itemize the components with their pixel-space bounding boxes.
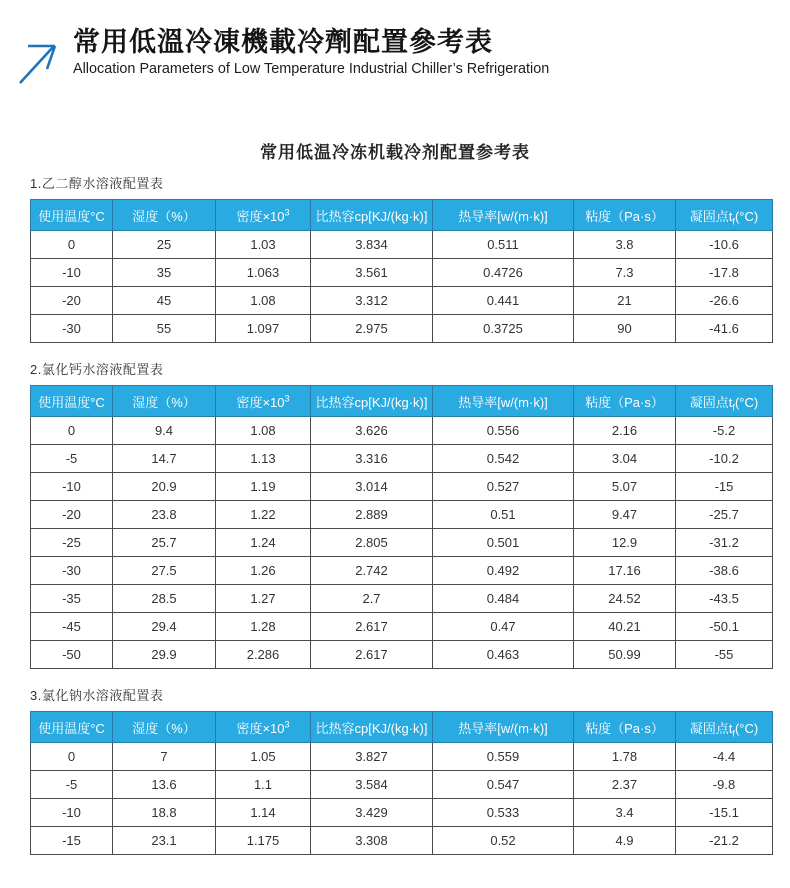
table-cell: 1.14: [216, 799, 311, 827]
table-cell: 0.4726: [433, 259, 574, 287]
table-row: [31, 231, 773, 259]
table-row: [31, 315, 773, 343]
table-cell: 2.37: [574, 771, 676, 799]
table-cell: 1.063: [216, 259, 311, 287]
table-cell: -31.2: [676, 529, 773, 557]
table-cell: 1.097: [216, 315, 311, 343]
table-row: [31, 613, 773, 641]
column-header: 湿度（%）: [113, 200, 216, 231]
table-cell: 3.8: [574, 231, 676, 259]
table-row: [31, 417, 773, 445]
table-cell: 12.9: [574, 529, 676, 557]
table-cell: -5.2: [676, 417, 773, 445]
parameter-table: [30, 199, 773, 343]
column-header: 热导率[w/(m·k)]: [433, 712, 574, 743]
table-cell: 20.9: [113, 473, 216, 501]
table-cell: 0.556: [433, 417, 574, 445]
table-cell: 2.805: [311, 529, 433, 557]
table-cell: 0.47: [433, 613, 574, 641]
table-row: [31, 557, 773, 585]
table-cell: -55: [676, 641, 773, 669]
table-cell: -21.2: [676, 827, 773, 855]
table-cell: 25.7: [113, 529, 216, 557]
table-cell: -5: [31, 445, 113, 473]
table-cell: -50: [31, 641, 113, 669]
table-cell: 17.16: [574, 557, 676, 585]
table-cell: 0.547: [433, 771, 574, 799]
table-cell: 3.04: [574, 445, 676, 473]
table-cell: -10: [31, 799, 113, 827]
table-cell: 0.559: [433, 743, 574, 771]
table-cell: 45: [113, 287, 216, 315]
table-row: [31, 473, 773, 501]
header-row: [31, 386, 773, 417]
table-cell: 1.28: [216, 613, 311, 641]
table-cell: 3.308: [311, 827, 433, 855]
table-cell: 13.6: [113, 771, 216, 799]
table-cell: 2.617: [311, 613, 433, 641]
brand-text-block: [73, 26, 569, 77]
table-cell: 29.9: [113, 641, 216, 669]
table-row: [31, 259, 773, 287]
table-cell: -10: [31, 259, 113, 287]
table-cell: 1.19: [216, 473, 311, 501]
table-cell: 18.8: [113, 799, 216, 827]
column-header: 比热容cp[KJ/(kg·k)]: [311, 200, 433, 231]
table-cell: 28.5: [113, 585, 216, 613]
table-row: [31, 827, 773, 855]
table-cell: 0.492: [433, 557, 574, 585]
table-cell: 0: [31, 743, 113, 771]
table-cell: 3.4: [574, 799, 676, 827]
table-row: [31, 771, 773, 799]
section-label: 1.乙二醇水溶液配置表: [30, 176, 164, 191]
table-row: [31, 501, 773, 529]
column-header: 粘度（Pa·s）: [574, 712, 676, 743]
table-cell: 0.3725: [433, 315, 574, 343]
table-cell: 50.99: [574, 641, 676, 669]
table-cell: 23.1: [113, 827, 216, 855]
table-cell: -35: [31, 585, 113, 613]
table-cell: 2.617: [311, 641, 433, 669]
table-row: [31, 445, 773, 473]
table-cell: -5: [31, 771, 113, 799]
section-label: 3.氯化钠水溶液配置表: [30, 688, 164, 703]
column-header: 比热容cp[KJ/(kg·k)]: [311, 712, 433, 743]
table-cell: 27.5: [113, 557, 216, 585]
table-cell: 1.24: [216, 529, 311, 557]
column-header: 粘度（Pa·s）: [574, 200, 676, 231]
table-cell: -15.1: [676, 799, 773, 827]
table-cell: 1.03: [216, 231, 311, 259]
table-cell: 0.52: [433, 827, 574, 855]
table-cell: 0.463: [433, 641, 574, 669]
table-cell: 3.316: [311, 445, 433, 473]
table-cell: 3.827: [311, 743, 433, 771]
table-cell: -10.6: [676, 231, 773, 259]
table-cell: 21: [574, 287, 676, 315]
table-cell: 3.561: [311, 259, 433, 287]
table-cell: -20: [31, 287, 113, 315]
table-cell: 4.9: [574, 827, 676, 855]
table-cell: -50.1: [676, 613, 773, 641]
table-cell: -38.6: [676, 557, 773, 585]
table-cell: 0.527: [433, 473, 574, 501]
table-cell: 2.742: [311, 557, 433, 585]
solution-section: [0, 359, 790, 669]
column-header: 湿度（%）: [113, 712, 216, 743]
table-cell: 24.52: [574, 585, 676, 613]
column-header: 使用温度°C: [31, 712, 113, 743]
table-cell: -25.7: [676, 501, 773, 529]
table-cell: 3.429: [311, 799, 433, 827]
table-cell: 0: [31, 417, 113, 445]
column-header: 热导率[w/(m·k)]: [433, 386, 574, 417]
table-cell: 1.27: [216, 585, 311, 613]
arrow-logo-icon: [15, 34, 63, 86]
table-cell: 14.7: [113, 445, 216, 473]
table-cell: 1.1: [216, 771, 311, 799]
table-row: [31, 799, 773, 827]
section-label: 2.氯化钙水溶液配置表: [30, 362, 164, 377]
column-header: 湿度（%）: [113, 386, 216, 417]
table-cell: 1.78: [574, 743, 676, 771]
table-cell: 3.834: [311, 231, 433, 259]
table-row: [31, 641, 773, 669]
table-cell: 9.4: [113, 417, 216, 445]
table-cell: 2.889: [311, 501, 433, 529]
table-cell: 2.286: [216, 641, 311, 669]
table-row: [31, 585, 773, 613]
table-cell: -4.4: [676, 743, 773, 771]
table-cell: -15: [31, 827, 113, 855]
table-cell: 1.08: [216, 417, 311, 445]
table-cell: -41.6: [676, 315, 773, 343]
table-cell: 90: [574, 315, 676, 343]
table-cell: 3.014: [311, 473, 433, 501]
tables-area: [0, 173, 790, 855]
table-cell: 1.26: [216, 557, 311, 585]
table-cell: 9.47: [574, 501, 676, 529]
table-cell: -26.6: [676, 287, 773, 315]
column-header: 使用温度°C: [31, 386, 113, 417]
table-cell: 7.3: [574, 259, 676, 287]
table-cell: 3.626: [311, 417, 433, 445]
table-cell: 25: [113, 231, 216, 259]
column-header: 凝固点$t_f(^\circ C)$: [676, 712, 773, 743]
table-cell: 29.4: [113, 613, 216, 641]
table-cell: 0.542: [433, 445, 574, 473]
solution-section: [0, 173, 790, 343]
table-cell: -30: [31, 557, 113, 585]
table-cell: -9.8: [676, 771, 773, 799]
brand-subtitle: Allocation Parameters of Low Temperature Industrial Chiller’s Refrigeration: [73, 60, 550, 77]
table-cell: 2.975: [311, 315, 433, 343]
table-row: [31, 743, 773, 771]
table-cell: -25: [31, 529, 113, 557]
table-cell: 23.8: [113, 501, 216, 529]
table-cell: 1.13: [216, 445, 311, 473]
column-header: 凝固点$t_f(^\circ C)$: [676, 200, 773, 231]
column-header: 凝固点$t_f(^\circ C)$: [676, 386, 773, 417]
table-cell: 1.08: [216, 287, 311, 315]
doc-title: 常用低温冷冻机载冷剂配置参考表: [260, 143, 530, 162]
table-cell: -17.8: [676, 259, 773, 287]
table-cell: 0: [31, 231, 113, 259]
column-header: 热导率[w/(m·k)]: [433, 200, 574, 231]
table-cell: 40.21: [574, 613, 676, 641]
column-header: 密度$\times 10^3$: [216, 712, 311, 743]
header-row: [31, 200, 773, 231]
table-cell: 1.05: [216, 743, 311, 771]
table-cell: 0.441: [433, 287, 574, 315]
table-row: [31, 287, 773, 315]
table-cell: 2.7: [311, 585, 433, 613]
table-cell: 0.533: [433, 799, 574, 827]
table-cell: 1.175: [216, 827, 311, 855]
table-cell: -20: [31, 501, 113, 529]
table-cell: 3.584: [311, 771, 433, 799]
table-cell: 2.16: [574, 417, 676, 445]
table-cell: 1.22: [216, 501, 311, 529]
table-cell: -10.2: [676, 445, 773, 473]
parameter-table: [30, 385, 773, 669]
parameter-table: [30, 711, 773, 855]
table-cell: 5.07: [574, 473, 676, 501]
table-cell: 0.501: [433, 529, 574, 557]
table-cell: -30: [31, 315, 113, 343]
header-row: [31, 712, 773, 743]
table-cell: 35: [113, 259, 216, 287]
table-cell: 0.484: [433, 585, 574, 613]
table-cell: -43.5: [676, 585, 773, 613]
table-cell: 7: [113, 743, 216, 771]
column-header: 粘度（Pa·s）: [574, 386, 676, 417]
brand-title: 常用低溫冷凍機載冷劑配置參考表: [73, 27, 493, 57]
column-header: 比热容cp[KJ/(kg·k)]: [311, 386, 433, 417]
table-cell: -15: [676, 473, 773, 501]
solution-section: [0, 685, 790, 855]
table-cell: -10: [31, 473, 113, 501]
table-row: [31, 529, 773, 557]
table-cell: 3.312: [311, 287, 433, 315]
table-cell: 0.51: [433, 501, 574, 529]
column-header: 使用温度°C: [31, 200, 113, 231]
table-cell: 55: [113, 315, 216, 343]
brand-header: [0, 0, 790, 86]
column-header: 密度$\times 10^3$: [216, 386, 311, 417]
table-cell: 0.511: [433, 231, 574, 259]
table-cell: -45: [31, 613, 113, 641]
column-header: 密度$\times 10^3$: [216, 200, 311, 231]
